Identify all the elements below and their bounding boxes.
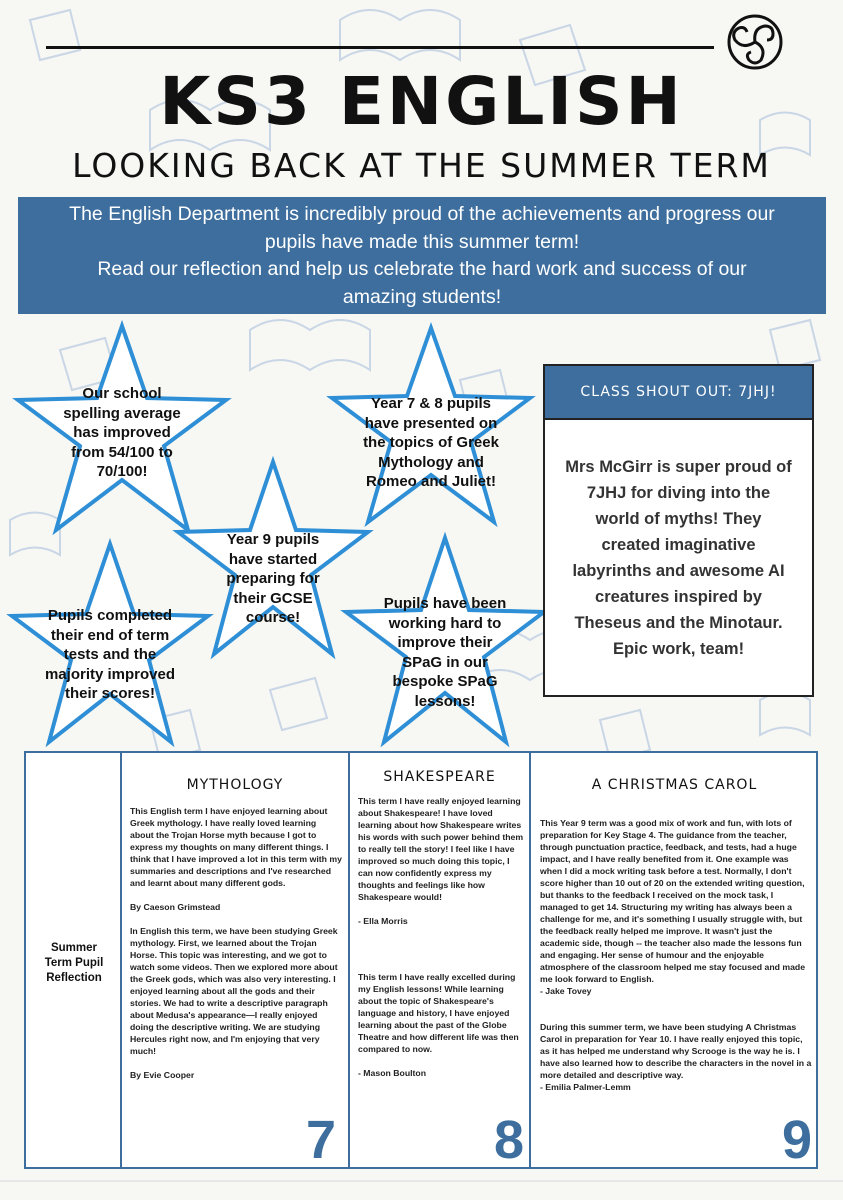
star-line: their scores! xyxy=(64,685,156,702)
page-subtitle: LOOKING BACK AT THE SUMMER TERM xyxy=(72,146,771,185)
banner-line: amazing students! xyxy=(342,285,502,308)
star-line: tests and the xyxy=(63,646,157,663)
page-number-8: 8 xyxy=(494,1110,525,1170)
star-line: Pupils completed xyxy=(47,607,173,624)
page-bottom-edge xyxy=(0,1180,843,1182)
star-line: bespoke SPaG xyxy=(392,673,498,690)
shout-out-line: creatures inspired by xyxy=(595,588,762,606)
reflection-author: By Evie Cooper xyxy=(130,1070,195,1080)
star-line: SPaG in our xyxy=(402,653,488,671)
star-line: improve their xyxy=(397,634,493,651)
star-line: Year 7 & 8 pupils xyxy=(370,395,492,412)
star-text xyxy=(372,594,518,711)
star-text xyxy=(32,606,188,704)
star-spag xyxy=(338,530,552,752)
banner-line: pupils have made this summer term! xyxy=(264,230,580,253)
star-line: course! xyxy=(245,609,301,626)
page-number-7: 7 xyxy=(306,1110,337,1170)
class-shout-out-box xyxy=(543,364,814,697)
reflection-label xyxy=(34,941,114,986)
reflection-author: - Ella Morris xyxy=(358,916,408,926)
star-line: lessons! xyxy=(414,692,476,710)
star-line: spelling average xyxy=(63,404,181,422)
reflection-label-line: Reflection xyxy=(46,972,102,984)
star-line: Romeo and Juliet! xyxy=(365,473,496,490)
star-line: have presented on xyxy=(364,414,498,432)
column-divider xyxy=(348,753,350,1167)
reflection-paragraph: In English this term, we have been studying Greek mythology. First, we learned about the Trojan Horse. This topic was interesting, and we got to watch some videos. Then we explored more about the Greek gods, which was also very interesting. I enjoyed learning about all the gods and their stories. We had to write a descriptive paragraph about Medusa's appearance—I really enjoyed doing the descriptive writing. We are studying Hercules right now, and I'm enjoying that very much! xyxy=(130,926,338,1056)
column-divider xyxy=(120,753,122,1167)
shout-out-line: created imaginative xyxy=(601,536,756,554)
shout-out-line: Epic work, team! xyxy=(612,640,745,658)
reflection-paragraph: This English term I have enjoyed learning about Greek mythology. I have really loved learning about the Trojan Horse myth because I got to express my thoughts on many different things. I think that I have improved a lot in this term with my summaries and descriptions and I've researched and learnt about many different gods. xyxy=(130,806,342,888)
star-line: their GCSE xyxy=(233,589,313,607)
page-title: KS3 ENGLISH xyxy=(159,63,684,140)
banner-line: Read our reflection and help us celebrate the hard work and success of our xyxy=(97,258,747,280)
reflection-author: By Caeson Grimstead xyxy=(130,902,221,912)
star-line: Year 9 pupils xyxy=(226,531,320,548)
header-rule xyxy=(46,46,714,49)
reflection-paragraph: This term I have really enjoyed learning about Shakespeare! I have loved learning about how Shakespeare writes his words with such power behind them to really tell the story! I feel like I have improved so much doing this topic, I can now confidently express my thoughts and feelings like how Shakespeare would! xyxy=(358,796,524,902)
star-line: 70/100! xyxy=(96,463,148,480)
reflection-paragraph: This term I have really excelled during my English lessons! While learning about the topic of Shakespeare's language and history, I have enjoyed learning about the past of the Globe Theatre and how different life was then compared to now. xyxy=(358,972,519,1054)
shakespeare-heading: SHAKESPEARE xyxy=(383,769,496,785)
star-line: the topics of Greek xyxy=(363,434,499,451)
shout-out-line: 7JHJ for diving into the xyxy=(586,484,771,502)
shout-out-line: world of myths! They xyxy=(595,510,762,528)
star-tests xyxy=(4,536,216,752)
star-line: majority improved xyxy=(44,665,176,683)
star-text xyxy=(354,394,508,492)
shout-out-line: Theseus and the Minotaur. xyxy=(574,614,783,632)
shout-out-body xyxy=(551,454,806,662)
banner-line: The English Department is incredibly proud of the achievements and progress our xyxy=(69,203,775,225)
star-line: their end of term xyxy=(50,626,170,644)
shout-out-divider xyxy=(545,418,812,420)
christmas-carol-text xyxy=(540,805,812,1117)
shout-out-heading: CLASS SHOUT OUT: 7JHJ! xyxy=(545,366,812,418)
reflection-author: - Mason Boulton xyxy=(358,1068,427,1078)
shout-out-line: labyrinths and awesome AI xyxy=(572,562,785,580)
reflection-label-line: Summer xyxy=(50,942,98,954)
mythology-text xyxy=(130,805,342,1093)
star-line: from 54/100 to xyxy=(71,443,173,461)
star-line: Mythology and xyxy=(378,453,484,471)
pupil-reflection-table xyxy=(24,751,818,1169)
christmas-carol-heading: A CHRISTMAS CAROL xyxy=(591,777,758,793)
reflection-paragraph: This Year 9 term was a good mix of work and fun, with lots of preparation for Key Stage 4. The guidance from the teacher, through punctuation practice, feedback, and tests, had a huge impact, and I have really benefited from it. One example was when I did a mock writing task before a test. Normally, I don't score higher than 10 out of 20 on the extended writing question, but thanks to the feedback I received on the mock task, I managed to get 14. Structuring my writing has always been a challenge for me, and it's something I usually struggle with, but the feedback really helped me improve. It wasn't just the academic side, though -- the teacher also made the lessons fun and engaging. Her sense of humour and the enjoyable atmosphere of the classroom helped me stay focused and made me look forward to English. - Jake Tovey xyxy=(540,818,806,996)
intro-banner xyxy=(18,197,826,314)
star-text xyxy=(204,530,342,628)
shakespeare-text xyxy=(358,795,524,1091)
star-line: have started xyxy=(228,550,318,568)
star-line: has improved xyxy=(73,424,171,441)
star-line: Our school xyxy=(82,385,162,402)
mythology-heading: MYTHOLOGY xyxy=(186,777,284,793)
page-number-9: 9 xyxy=(782,1110,813,1170)
reflection-label-line: Term Pupil xyxy=(44,957,104,969)
star-line: Pupils have been xyxy=(383,595,507,612)
reflection-paragraph: During this summer term, we have been studying A Christmas Carol in preparation for Year 10. I have really enjoyed this topic, as it has helped me understand why Scrooge is the way he is. I have also learned how to describe the characters in the novel in a more detailed and descriptive way. - Emilia Palmer-Lemm xyxy=(540,1022,812,1092)
star-line: preparing for xyxy=(226,570,320,587)
star-line: working hard to xyxy=(388,614,502,632)
column-divider xyxy=(529,753,531,1167)
shout-out-line: Mrs McGirr is super proud of xyxy=(565,458,792,476)
